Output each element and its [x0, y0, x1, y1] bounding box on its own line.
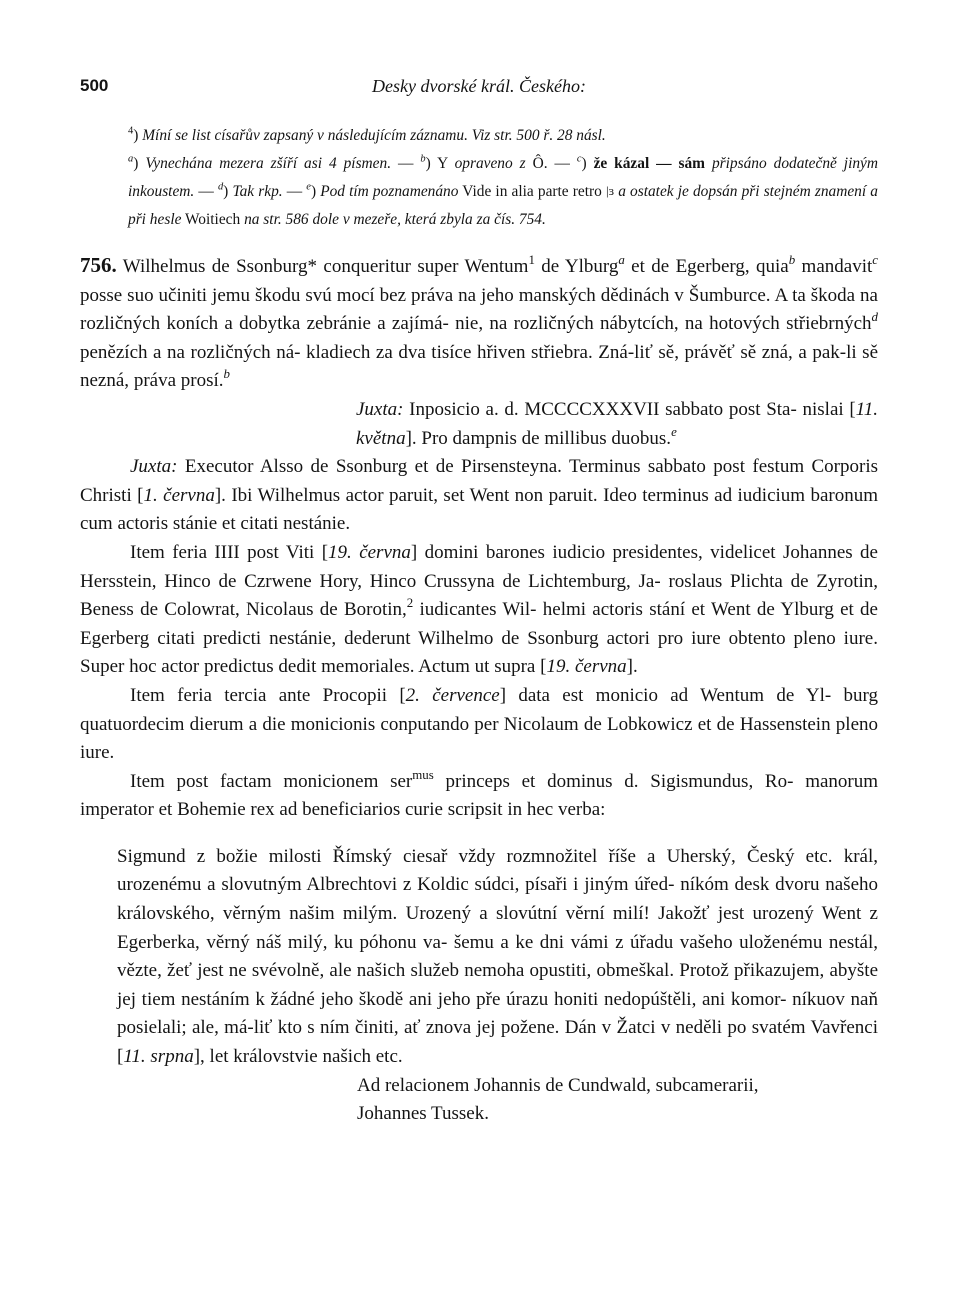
footnotes-block	[80, 122, 878, 233]
running-title: Desky dvorské král. Českého:	[372, 76, 586, 96]
juxta-executor: Juxta: Executor Alsso de Ssonburg et de Pirsensteyna. Terminus sabbato post festum Corporis Christi [1. června]. Ibi Wilhelmus actor paruit, set Went non paruit. Ideo terminus ad iudicium baronum cum actoris stánie et citati nestánie.	[80, 456, 879, 535]
letter-body: Sigmund z božie milosti Římský ciesař vždy rozmnožitel říše a Uherský, Český etc. král, urozenému a slovutným Albrechtovi z Koldic súdci, písaři i jiným úřed- níkóm desk dvoru našeho královského, věrným našim milým. Urozený a slovútní věrní milí! Jakožť jest urozený Went z Egerberka, věrný náš milý, ku póhonu va- šemu a ke dni vámi z úřadu vašeho uloženému nestál, vězte, žeť jest ne svévolně, ale našich služeb nemoha opustiti, obmeškal. Protož přikazujem, abyšte jej tiem nestáním k žádné jeho škodě ani jeho pře úrazu honiti nedopúštěli, ani komor- níkuov naň posielali; ale, má-liť kto s ním činiti, ať znova jej požene. Dán v Žatci v neděli po svatém Vavřenci [11. srpna], let královstvie našich etc.	[117, 845, 879, 1068]
document-page	[80, 70, 878, 1129]
entry-756	[80, 251, 878, 825]
page-header	[80, 70, 878, 102]
juxta-imposition: Juxta: Inposicio a. d. MCCCCXXXVII sabbato post Sta- nislai [11. května]. Pro dampnis de millibus duobus.$^e$	[356, 398, 879, 449]
letter-signature: Ad relacionem Johannis de Cundwald, subcamerarii, Johannes Tussek.	[357, 1074, 759, 1125]
footnote-a-to-e: $^a$) Vynechána mezera zšíří asi 4 písmen. — $^b$) Y opraveno z Ô. — $^c$) že kázal — sám připsáno dodatečně jiným inkoustem. — $^d$) Tak rkp. — $^e$) Pod tím poznamenáno Vide in alia parte retro |ɜ a ostatek je dopsán při stejném znamení a při hesle Woitiech na str. 586 dole v mezeře, která zbyla za čís. 754.	[128, 153, 879, 228]
paragraph-barons-judgment: Item feria IIII post Viti [19. června] domini barones iudicio presidentes, videlicet Johannes de Hersstein, Hinco de Czrwene Hory, Hinco Crussyna de Lichtemburg, Ja- roslaus Plichta de Zyrotin, Beness de Colowrat, Nicolaus de Borotin,$^2$ iudicantes Wil- helmi actoris stání et Went de Ylburg et de Egerberg citati predicti nestánie, dederunt Wilhelmo de Ssonburg actori pro iure obtento pleno iure. Super hoc actor predictus dedit memoriales. Actum ut supra [19. června].	[80, 541, 879, 678]
page-number: 500	[80, 76, 109, 95]
entry-number: 756.	[80, 253, 117, 277]
paragraph-monition: Item feria tercia ante Procopii [2. července] data est monicio ad Wentum de Yl- burg quatuordecim dierum a die monicionis conputando per Nicolaum de Lobkowicz et de Hassenstein pleno iure.	[80, 684, 879, 764]
quoted-letter	[80, 843, 878, 1129]
paragraph-emperor-letter-intro: Item post factam monicionem ser$^{mus}$ princeps et dominus d. Sigismundus, Ro- manorum imperator et Bohemie rex ad beneficiarios curie scripsit in hec verba:	[80, 766, 879, 821]
entry-paragraph-complaint: 756. Wilhelmus de Ssonburg* conqueritur super Wentum$^1$ de Ylburg$^a$ et de Egerberg, quia$^b$ mandavit$^c$ posse suo učiniti jemu škodu svú mocí bez práva na jeho manských dědinách v Šumburce. A ta škoda na rozličných koních a dobytka zebránie a zajímá- nie, na rozličných nábytcích, na hotových střiebrných$^d$ penězích a na rozličných ná- kladiech za dva tisíce hřiven střiebra. Zná-liť sě, právěť sě zná, a pak-li sě nezná, práva prosí.$^b$	[80, 252, 879, 392]
footnote-4: $^4$) Míní se list císařův zapsaný v následujícím záznamu. Viz str. 500 ř. 28 násl.	[128, 125, 606, 144]
